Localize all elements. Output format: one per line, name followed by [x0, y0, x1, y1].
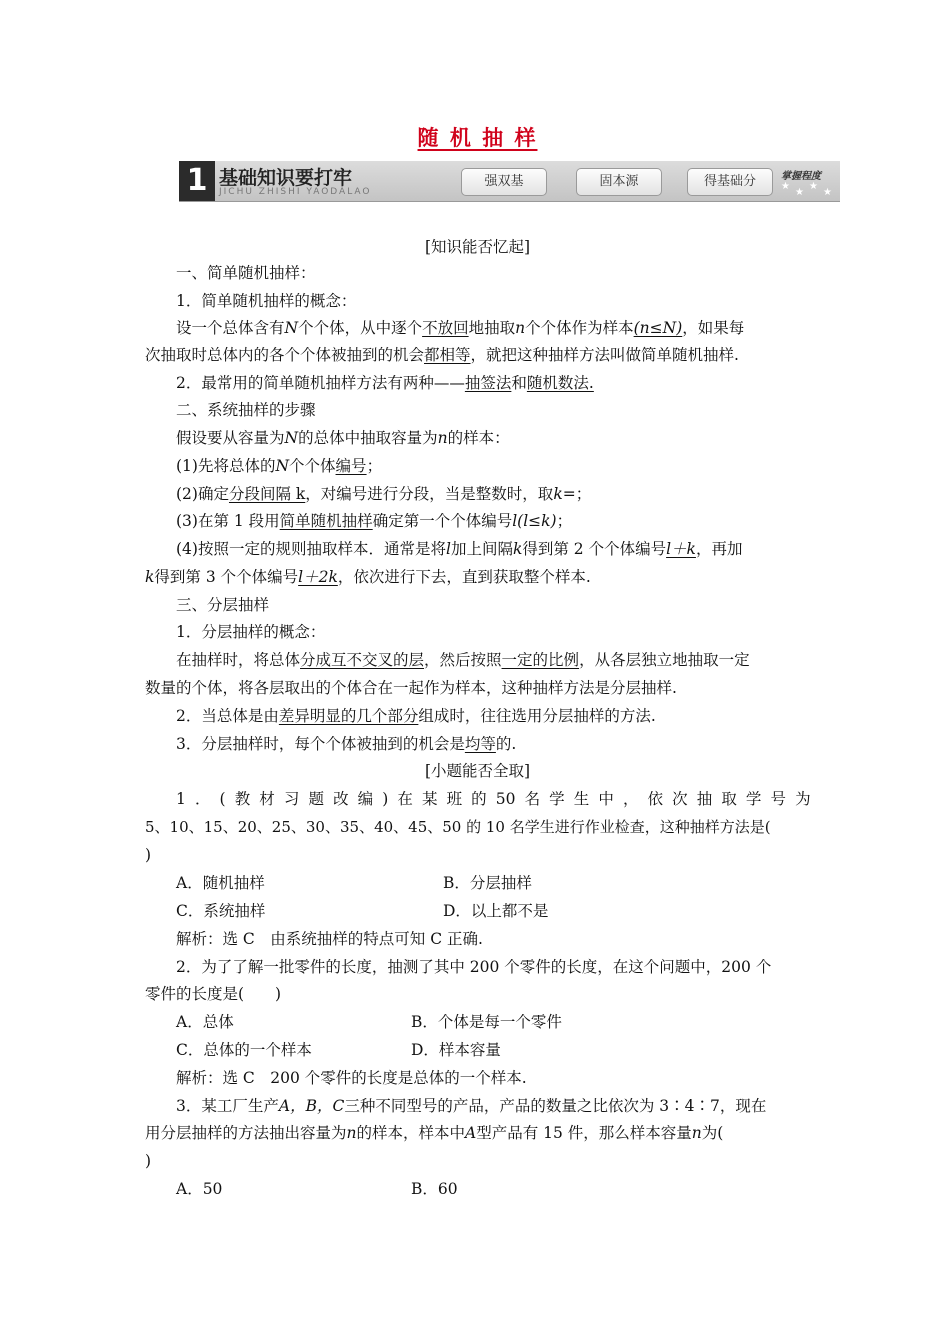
q2-analysis: 解析：选 C 200 个零件的长度是总体的一个样本.: [176, 1069, 527, 1087]
fill-answer: 一定的比例: [501, 651, 580, 669]
step-1: (1)先将总体的N个个体编号；: [176, 457, 383, 475]
section-heading-exercises: [小题能否全取]: [424, 762, 531, 780]
paragraph-line: 3．分层抽样时，每个个体被抽到的机会是均等的.: [176, 735, 517, 753]
step-4: (4)按照一定的规则抽取样本．通常是将l加上间隔k得到第 2 个个体编号l＋k，再加: [176, 540, 743, 558]
q2-option-b: B．个体是每一个零件: [411, 1013, 562, 1031]
fill-answer: 简单随机抽样: [279, 512, 373, 530]
paragraph-line: 假设要从容量为N的总体中抽取容量为n的样本：: [176, 429, 510, 447]
heading-stratified: 三、分层抽样: [176, 596, 270, 614]
heading-systematic: 二、系统抽样的步骤: [176, 401, 316, 419]
paragraph-line: 设一个总体含有N个个体，从中逐个不放回地抽取n个个体作为样本(n≤N)，如果每: [176, 319, 745, 337]
mastery-label: 掌握程度: [781, 171, 821, 182]
fill-answer: 差异明显的几个部分: [278, 707, 419, 725]
star-icon: ★: [823, 187, 832, 198]
q2-option-d: D．样本容量: [411, 1041, 501, 1059]
fill-answer: 编号: [335, 457, 367, 475]
banner-button-dejichufen[interactable]: 得基础分: [687, 168, 773, 196]
banner-number: 1: [179, 161, 215, 201]
question-1-line3: ): [145, 846, 152, 864]
q3-option-b: B．60: [411, 1180, 458, 1198]
banner-button-qiangshuangji[interactable]: 强双基: [461, 168, 547, 196]
step-4-cont: k得到第 3 个个体编号l＋2k，依次进行下去，直到获取整个样本.: [145, 568, 591, 586]
step-3: (3)在第 1 段用简单随机抽样确定第一个个体编号l(l≤k)；: [176, 512, 573, 530]
fill-answer: 抽签法: [464, 374, 512, 392]
fill-answer: 均等: [464, 735, 496, 753]
question-1-line1: 1 ． ( 教 材 习 题 改 编 ) 在 某 班 的 50 名 学 生 中 ， 依 次 抽 取 学 号 为: [176, 790, 811, 808]
question-1-line2: 5、10、15、20、25、30、35、40、45、50 的 10 名学生进行作业检查，这种抽样方法是(: [145, 818, 771, 836]
q2-option-a: A．总体: [176, 1013, 234, 1031]
question-3-line2: 用分层抽样的方法抽出容量为n的样本，样本中A型产品有 15 件，那么样本容量n为(: [145, 1124, 724, 1142]
section-banner: [179, 161, 840, 202]
paragraph-line: 2．当总体是由差异明显的几个部分组成时，往往选用分层抽样的方法.: [176, 707, 656, 725]
q3-option-a: A．50: [176, 1180, 223, 1198]
q1-option-b: B．分层抽样: [443, 874, 532, 892]
q1-option-c: C．系统抽样: [176, 902, 266, 920]
q1-option-d: D．以上都不是: [443, 902, 549, 920]
fill-answer: 随机数法.: [526, 374, 594, 392]
heading-simple-random: 一、简单随机抽样：: [176, 264, 316, 282]
question-2-line2: 零件的长度是( ): [145, 985, 282, 1003]
fill-answer: l＋2k: [298, 568, 338, 586]
step-2: (2)确定分段间隔 k，对编号进行分段，当是整数时，取k=；: [176, 485, 592, 503]
mastery-stars: [777, 181, 837, 199]
star-icon: ★: [809, 181, 818, 192]
q1-option-a: A．随机抽样: [176, 874, 265, 892]
question-3-line3: ): [145, 1152, 152, 1170]
question-3-line1: 3．某工厂生产A，B，C三种不同型号的产品，产品的数量之比依次为 3∶4∶7，现在: [176, 1097, 767, 1115]
paragraph-line: 数量的个体，将各层取出的个体合在一起作为样本，这种抽样方法是分层抽样.: [145, 679, 677, 697]
banner-subtitle: JICHU ZHISHI YAODALAO: [219, 187, 372, 197]
star-icon: ★: [795, 187, 804, 198]
paragraph-line: 2．最常用的简单随机抽样方法有两种——抽签法和随机数法.: [176, 374, 594, 392]
fill-answer: 都相等: [424, 346, 471, 364]
fill-answer: (n≤N): [633, 319, 683, 337]
banner-button-gubenyuan[interactable]: 固本源: [576, 168, 662, 196]
section-heading-knowledge: [知识能否忆起]: [424, 238, 531, 256]
star-icon: ★: [781, 181, 790, 192]
fill-answer: 分成互不交叉的层: [300, 651, 425, 669]
paragraph-line: 在抽样时，将总体分成互不交叉的层，然后按照一定的比例，从各层独立地抽取一定: [176, 651, 750, 669]
q2-option-c: C．总体的一个样本: [176, 1041, 312, 1059]
fill-answer: 分段间隔 k: [228, 485, 306, 503]
item-concept-1: 1．简单随机抽样的概念：: [176, 292, 357, 310]
fill-answer: 不放回: [422, 319, 469, 337]
page-title: 随 机 抽 样: [417, 125, 538, 150]
item-concept-3: 1．分层抽样的概念：: [176, 623, 326, 641]
q1-analysis: 解析：选 C 由系统抽样的特点可知 C 正确.: [176, 930, 483, 948]
question-2-line1: 2．为了了解一批零件的长度，抽测了其中 200 个零件的长度，在这个问题中，200 个: [176, 958, 772, 976]
paragraph-line: 次抽取时总体内的各个个体被抽到的机会都相等，就把这种抽样方法叫做简单随机抽样.: [145, 346, 739, 364]
fill-answer: l＋k: [666, 540, 696, 558]
banner-title: 基础知识要打牢: [219, 167, 353, 189]
